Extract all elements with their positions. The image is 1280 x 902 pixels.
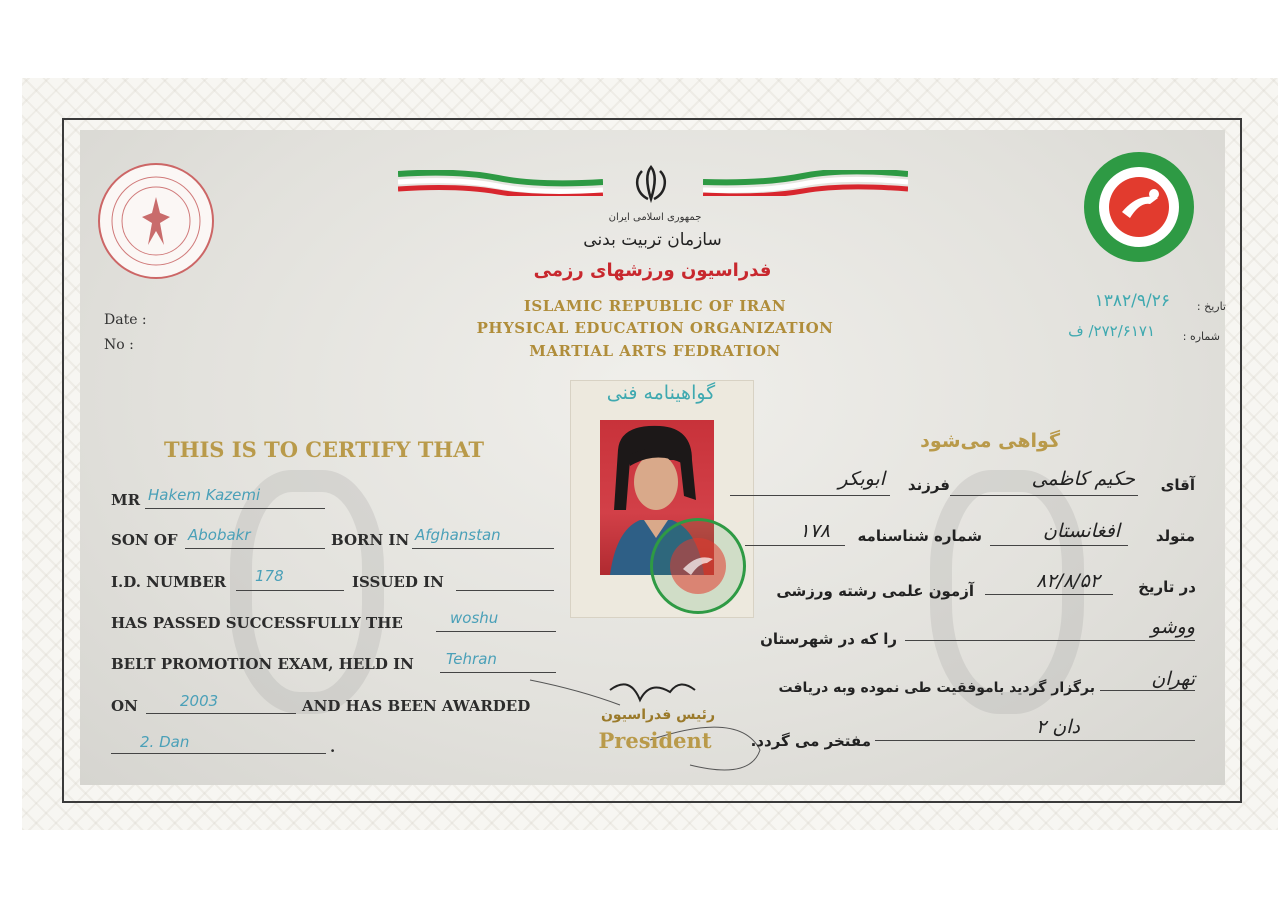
mr-label: MR <box>111 491 141 509</box>
id-number-value: 178 <box>255 567 284 585</box>
son-of-label: SON OF <box>111 531 178 549</box>
award-value: 2. Dan <box>140 733 190 751</box>
mr-value: Hakem Kazemi <box>148 486 261 504</box>
fa-son-label: فرزند <box>907 476 950 494</box>
fa-date-value: ۱۳۸۲/۹/۲۶ <box>1094 291 1170 311</box>
header-republic-fa: جمهوری اسلامی ایران <box>608 212 702 223</box>
belt-exam-value: Tehran <box>446 650 497 668</box>
fa-mr-label: آقای <box>1160 476 1195 494</box>
fa-award-value: دان ۲ <box>1036 716 1080 738</box>
signature-title-fa: رئیس فدراسیون <box>600 707 716 723</box>
fa-born-label: متولد <box>1155 527 1195 545</box>
watermark-ornament-left <box>230 470 384 714</box>
on-label: ON <box>111 697 138 715</box>
fa-born-value: افغانستان <box>1042 520 1120 542</box>
fa-exam-date-value: ۸۲/۸/۵۲ <box>1036 570 1100 592</box>
certify-heading-fa: گواهی می‌شود <box>920 430 1060 452</box>
fa-mr-value: حکیم کاظمی <box>1031 468 1135 490</box>
header-organization-fa: سازمان تربیت بدنی <box>583 230 722 250</box>
fa-sport-value: ووشو <box>1150 616 1195 638</box>
fa-city-label: را که در شهرستان <box>760 630 897 648</box>
date-label: Date : <box>104 312 147 328</box>
header-en-line3: MARTIAL ARTS FEDRATION <box>529 342 781 360</box>
fa-exam-label: آزمون علمی رشته ورزشی <box>776 582 974 600</box>
on-value: 2003 <box>180 692 219 710</box>
son-of-value: Abobakr <box>188 526 251 544</box>
fa-number-value: ۲۷۲/۶۱۷۱/ ف <box>1068 322 1155 340</box>
belt-exam-label: BELT PROMOTION EXAM, HELD IN <box>111 655 414 673</box>
header-en-line1: ISLAMIC REPUBLIC OF IRAN <box>523 297 787 315</box>
passed-value: woshu <box>450 609 499 627</box>
issued-in-label: ISSUED IN <box>352 573 444 591</box>
signature-title-en: President <box>598 728 712 753</box>
fa-held-value: تهران <box>1151 668 1195 690</box>
flag-ribbon-right <box>703 170 908 196</box>
club-stamp-seal <box>98 163 214 279</box>
id-number-label: I.D. NUMBER <box>111 573 227 591</box>
fa-award-label: مفتخر می گردد. <box>750 732 871 750</box>
fa-number-label: شماره : <box>1182 330 1220 343</box>
photo-stamp-seal <box>650 518 746 614</box>
passed-label: HAS PASSED SUCCESSFULLY THE <box>111 614 403 632</box>
iran-emblem-icon <box>630 163 672 203</box>
fa-date-label-body: در تاریخ <box>1138 578 1196 596</box>
federation-logo <box>1084 152 1194 262</box>
fa-son-value: ابوبکر <box>838 468 885 490</box>
awarded-label: AND HAS BEEN AWARDED <box>302 697 531 715</box>
award-period: . <box>330 738 336 756</box>
fa-id-value: ۱۷۸ <box>799 520 830 542</box>
certificate-title-fa: گواهینامه فنی <box>606 382 716 404</box>
born-in-label: BORN IN <box>331 531 410 549</box>
fa-date-label: تاریخ : <box>1196 300 1226 313</box>
header-federation-fa: فدراسیون ورزشهای رزمی <box>533 260 772 281</box>
fa-id-label: شماره شناسنامه <box>857 527 982 545</box>
born-in-value: Afghanstan <box>415 526 501 544</box>
header-en-line2: PHYSICAL EDUCATION ORGANIZATION <box>476 319 834 337</box>
flag-ribbon-left <box>398 170 603 196</box>
certify-heading-en: THIS IS TO CERTIFY THAT <box>164 437 485 462</box>
number-label: No : <box>104 337 134 353</box>
fa-held-label: برگزار گردید باموفقیت طی نموده وبه دریافت <box>778 680 1095 696</box>
